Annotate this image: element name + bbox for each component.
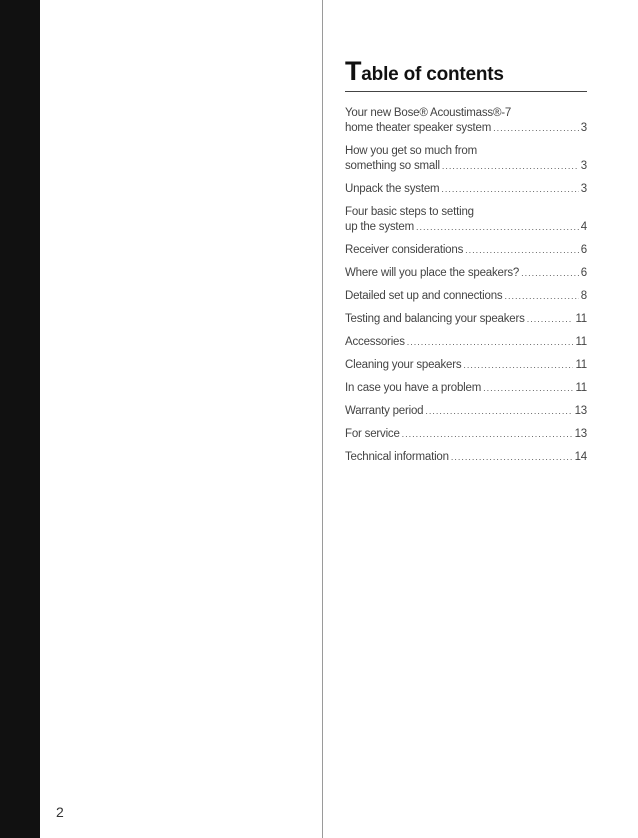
toc-entry-line bbox=[345, 121, 587, 136]
toc-entry-title: something so small bbox=[345, 160, 440, 172]
toc-entry-line bbox=[345, 427, 587, 442]
toc-entry bbox=[345, 335, 587, 350]
toc-title bbox=[345, 58, 587, 88]
dot-leader bbox=[441, 182, 578, 197]
dot-leader bbox=[407, 335, 574, 350]
toc-entry-page: 3 bbox=[580, 160, 587, 172]
toc-entry-line bbox=[345, 404, 587, 419]
dot-leader bbox=[521, 266, 579, 281]
toc-entry bbox=[345, 427, 587, 442]
toc-entry-title-line1: Your new Bose® Acoustimass®-7 bbox=[345, 107, 512, 119]
toc-entry-line bbox=[345, 159, 587, 174]
toc-entry-page: 11 bbox=[575, 313, 587, 325]
toc-entry-title: Technical information bbox=[345, 451, 449, 463]
dot-leader bbox=[465, 243, 579, 258]
toc-entry-line bbox=[345, 266, 587, 281]
toc-entry-page: 13 bbox=[574, 428, 587, 440]
toc-entry-title-line1: Four basic steps to setting bbox=[345, 206, 474, 218]
toc-entry-page: 11 bbox=[575, 359, 587, 371]
toc-entry-line bbox=[345, 182, 587, 197]
dot-leader bbox=[463, 358, 573, 373]
toc-entry-title-line1: How you get so much from bbox=[345, 145, 477, 157]
toc-entry-title: In case you have a problem bbox=[345, 382, 482, 394]
toc-entry-title: Receiver considerations bbox=[345, 244, 464, 256]
toc-entry-title: home theater speaker system bbox=[345, 122, 492, 134]
toc-entry bbox=[345, 312, 587, 327]
dot-leader bbox=[527, 312, 574, 327]
toc-entry-line bbox=[345, 335, 587, 350]
dot-leader bbox=[483, 381, 573, 396]
toc-title-initial: T bbox=[345, 56, 362, 86]
toc-entry-title: Unpack the system bbox=[345, 183, 440, 195]
dot-leader bbox=[493, 121, 579, 136]
dot-leader bbox=[504, 289, 578, 304]
toc-entry-page: 8 bbox=[580, 290, 587, 302]
dot-leader bbox=[402, 427, 573, 442]
toc-title-rest: able of contents bbox=[361, 64, 504, 85]
page-number: 2 bbox=[56, 804, 64, 820]
toc-entry bbox=[345, 182, 587, 197]
toc-entry bbox=[345, 381, 587, 396]
toc-entry bbox=[345, 205, 587, 235]
toc-entry-title: Cleaning your speakers bbox=[345, 359, 462, 371]
toc-entry-page: 14 bbox=[574, 451, 587, 463]
dot-leader bbox=[442, 159, 579, 174]
toc-entry bbox=[345, 358, 587, 373]
toc-entry-page: 11 bbox=[575, 382, 587, 394]
toc-entry-line bbox=[345, 312, 587, 327]
toc-entry-title: up the system bbox=[345, 221, 414, 233]
toc-entry-page: 6 bbox=[580, 244, 587, 256]
toc-entry-title: Testing and balancing your speakers bbox=[345, 313, 525, 325]
toc-entry bbox=[345, 106, 587, 136]
page-spine-divider bbox=[322, 0, 323, 838]
toc-entry-list bbox=[345, 106, 587, 465]
dot-leader bbox=[425, 404, 572, 419]
toc-entry-title: Accessories bbox=[345, 336, 405, 348]
toc-entry-line bbox=[345, 220, 587, 235]
toc-entry bbox=[345, 243, 587, 258]
toc-entry bbox=[345, 266, 587, 281]
left-black-bar bbox=[0, 0, 40, 838]
toc-entry-title: For service bbox=[345, 428, 400, 440]
dot-leader bbox=[416, 220, 579, 235]
toc-entry-page: 6 bbox=[580, 267, 587, 279]
toc-entry-page: 3 bbox=[580, 183, 587, 195]
toc-entry bbox=[345, 450, 587, 465]
toc-entry-line bbox=[345, 358, 587, 373]
toc-entry-line bbox=[345, 381, 587, 396]
toc-entry-page: 11 bbox=[575, 336, 587, 348]
toc-entry-page: 3 bbox=[580, 122, 587, 134]
toc-entry bbox=[345, 404, 587, 419]
title-rule bbox=[345, 91, 587, 92]
toc-entry-line bbox=[345, 450, 587, 465]
toc-entry-line bbox=[345, 243, 587, 258]
dot-leader bbox=[451, 450, 573, 465]
toc-entry-title: Where will you place the speakers? bbox=[345, 267, 520, 279]
toc-entry-title: Warranty period bbox=[345, 405, 424, 417]
toc-entry bbox=[345, 289, 587, 304]
toc-entry-title: Detailed set up and connections bbox=[345, 290, 503, 302]
toc-entry-page: 13 bbox=[574, 405, 587, 417]
toc-entry bbox=[345, 144, 587, 174]
toc-entry-page: 4 bbox=[580, 221, 587, 233]
table-of-contents bbox=[345, 58, 587, 473]
toc-entry-line bbox=[345, 289, 587, 304]
